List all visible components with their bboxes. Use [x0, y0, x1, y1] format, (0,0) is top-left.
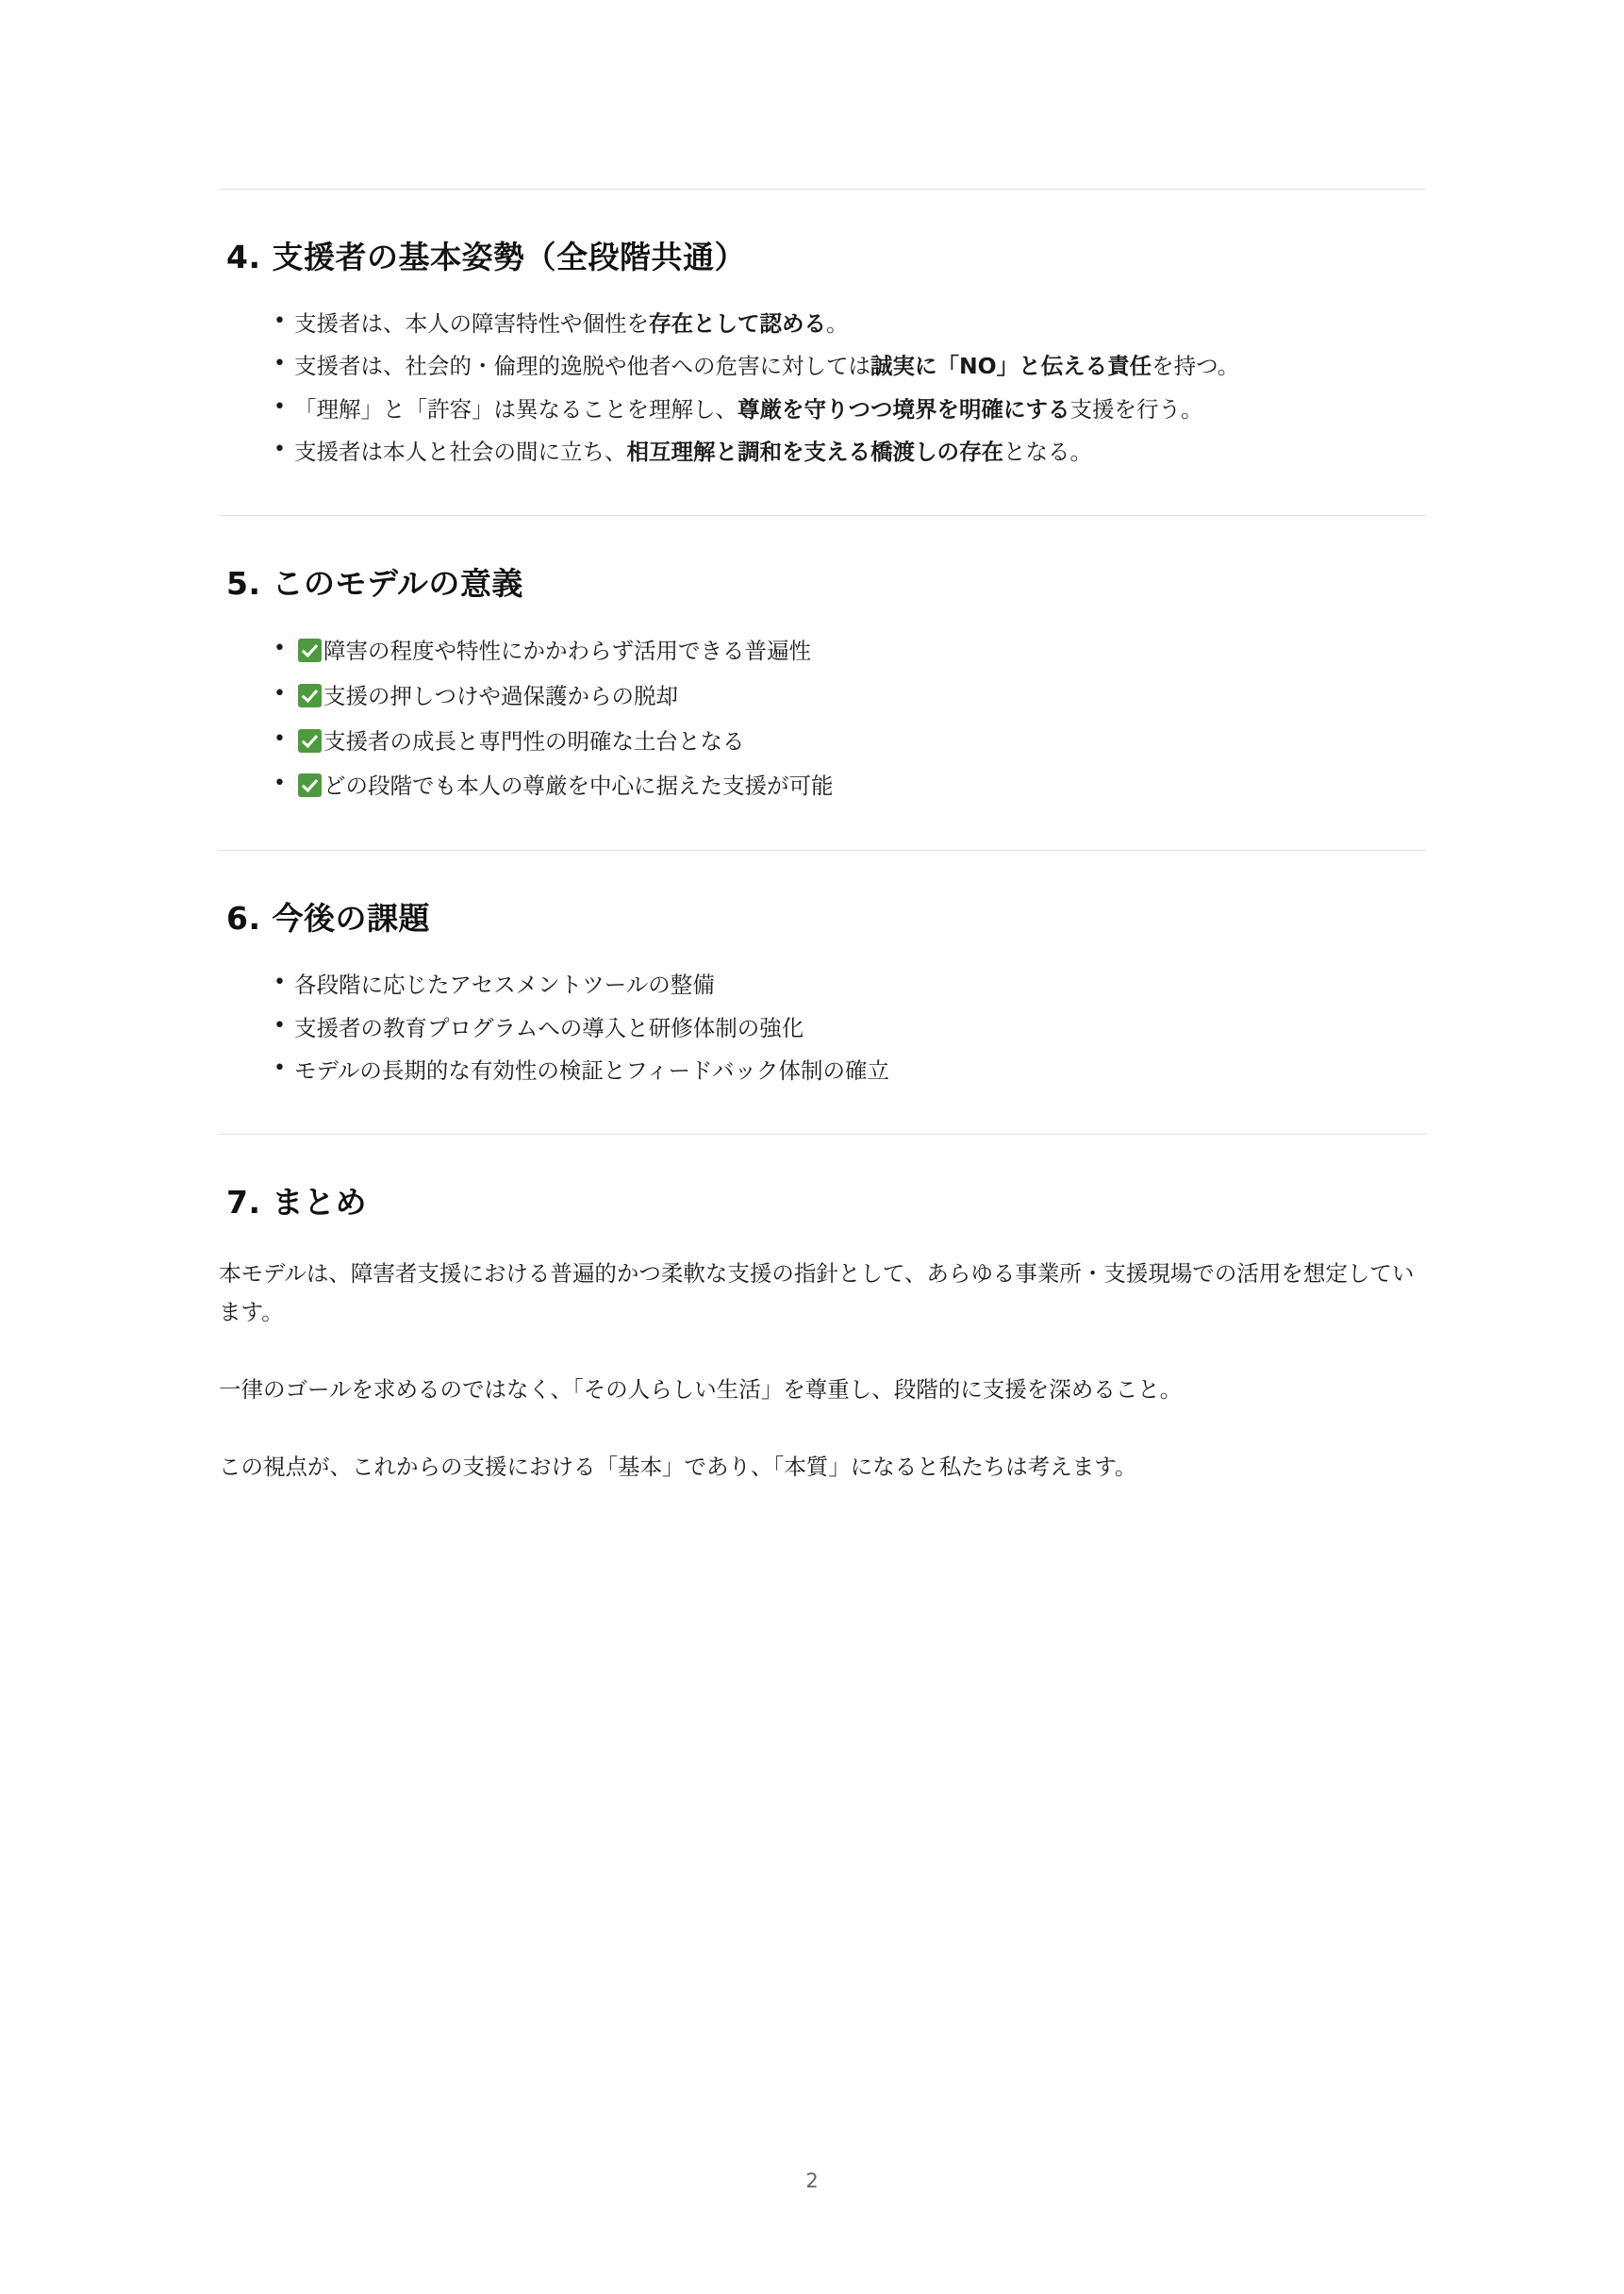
check-mark-icon — [298, 639, 322, 662]
section-7-paragraph: この視点が、これからの支援における「基本」であり、「本質」になると私たちは考えます。 — [219, 1454, 1137, 1481]
section-5-title: 5. このモデルの意義 — [226, 564, 523, 602]
list-item: • 支援の押しつけや過保護からの脱却 — [273, 675, 1426, 719]
section-7-title: 7. まとめ — [226, 1183, 367, 1221]
section-6-title: 6. 今後の課題 — [226, 900, 430, 938]
list-item: • 支援者は、本人の障害特性や個性を存在として認める。 — [273, 304, 1426, 344]
document-content — [219, 189, 1426, 1525]
section-4-list — [219, 304, 1426, 474]
page-number: 2 — [805, 2169, 819, 2192]
section-7-paragraph: 一律のゴールを求めるのではなく、「その人らしい生活」を尊重し、段階的に支援を深めること。 — [219, 1376, 1183, 1404]
section-5-list — [219, 630, 1426, 808]
emphasis-text: 存在として認める — [649, 310, 826, 337]
check-mark-icon — [298, 729, 322, 753]
list-item: • どの段階でも本人の尊厳を中心に据えた支援が可能 — [273, 765, 1426, 808]
list-item: • 支援者は本人と社会の間に立ち、相互理解と調和を支える橋渡しの存在となる。 — [273, 432, 1426, 473]
list-item: • 各段階に応じたアセスメントツールの整備 — [273, 965, 1426, 1006]
emphasis-text: 誠実に「NO」と伝える責任 — [870, 353, 1152, 380]
list-item: • 支援者は、社会的・倫理的逸脱や他者への危害に対しては誠実に「NO」と伝える責任を持つ。 — [273, 346, 1426, 387]
section-divider-top — [219, 189, 1426, 190]
list-item: • モデルの長期的な有効性の検証とフィードバック体制の確立 — [273, 1051, 1426, 1091]
section-6-list — [219, 965, 1426, 1091]
section-6 — [219, 894, 1426, 1091]
list-item: • 支援者の教育プログラムへの導入と研修体制の強化 — [273, 1008, 1426, 1049]
list-item: • 障害の程度や特性にかかわらず活用できる普遍性 — [273, 630, 1426, 673]
emphasis-text: 尊厳を守りつつ境界を明確にする — [737, 395, 1070, 423]
section-4-title: 4. 支援者の基本姿勢（全段階共通） — [226, 239, 746, 275]
emphasis-text: 相互理解と調和を支える橋渡しの存在 — [626, 439, 1003, 466]
list-item: • 支援者の成長と専門性の明確な土台となる — [273, 721, 1426, 764]
section-7-paragraph: 本モデルは、障害者支援における普遍的かつ柔軟な支援の指針として、あらゆる事業所・支援現場での活用を想定しています。 — [219, 1259, 1415, 1326]
section-7 — [219, 1178, 1426, 1488]
section-4 — [219, 233, 1426, 474]
section-divider — [219, 515, 1426, 516]
section-divider — [219, 1134, 1426, 1135]
section-divider — [219, 850, 1426, 851]
sections-root — [219, 233, 1426, 1488]
section-5 — [219, 559, 1426, 808]
check-mark-icon — [298, 773, 322, 797]
list-item: • 「理解」と「許容」は異なることを理解し、尊厳を守りつつ境界を明確にする支援を行う。 — [273, 390, 1426, 430]
check-mark-icon — [298, 684, 322, 707]
